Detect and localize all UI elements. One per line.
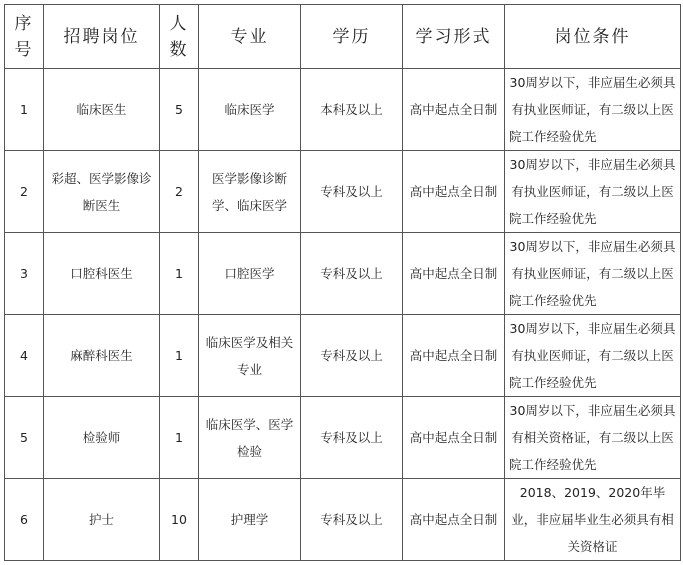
cell-study-mode: 高中起点全日制 xyxy=(403,479,505,561)
cell-study-mode: 高中起点全日制 xyxy=(403,397,505,479)
cell-position: 临床医生 xyxy=(44,69,160,151)
cell-major: 临床医学 xyxy=(199,69,301,151)
cell-position: 彩超、医学影像诊断医生 xyxy=(44,151,160,233)
cell-count: 2 xyxy=(160,151,199,233)
table-row xyxy=(5,397,681,479)
cell-count: 1 xyxy=(160,315,199,397)
cell-position: 检验师 xyxy=(44,397,160,479)
cell-index: 6 xyxy=(5,479,44,561)
header-index: 序号 xyxy=(5,5,44,69)
cell-requirements: 30周岁以下，非应届生必须具有执业医师证，有二级以上医院工作经验优先 xyxy=(505,315,681,397)
table-row xyxy=(5,233,681,315)
cell-education: 专科及以上 xyxy=(301,397,403,479)
header-count: 人数 xyxy=(160,5,199,69)
cell-requirements: 30周岁以下，非应届生必须具有执业医师证，有二级以上医院工作经验优先 xyxy=(505,151,681,233)
cell-study-mode: 高中起点全日制 xyxy=(403,151,505,233)
header-study-mode: 学习形式 xyxy=(403,5,505,69)
cell-study-mode: 高中起点全日制 xyxy=(403,69,505,151)
header-major: 专业 xyxy=(199,5,301,69)
cell-major: 临床医学、医学检验 xyxy=(199,397,301,479)
cell-study-mode: 高中起点全日制 xyxy=(403,315,505,397)
cell-count: 10 xyxy=(160,479,199,561)
cell-requirements: 30周岁以下，非应届生必须具有执业医师证，有二级以上医院工作经验优先 xyxy=(505,233,681,315)
cell-education: 专科及以上 xyxy=(301,315,403,397)
cell-education: 专科及以上 xyxy=(301,233,403,315)
cell-major: 口腔医学 xyxy=(199,233,301,315)
recruitment-table xyxy=(4,4,681,561)
cell-index: 5 xyxy=(5,397,44,479)
table-row xyxy=(5,151,681,233)
cell-major: 临床医学及相关专业 xyxy=(199,315,301,397)
cell-major: 医学影像诊断学、临床医学 xyxy=(199,151,301,233)
cell-education: 本科及以上 xyxy=(301,69,403,151)
cell-study-mode: 高中起点全日制 xyxy=(403,233,505,315)
cell-index: 3 xyxy=(5,233,44,315)
cell-index: 4 xyxy=(5,315,44,397)
cell-position: 护士 xyxy=(44,479,160,561)
header-requirements: 岗位条件 xyxy=(505,5,681,69)
cell-requirements: 30周岁以下，非应届生必须具有执业医师证，有二级以上医院工作经验优先 xyxy=(505,69,681,151)
cell-education: 专科及以上 xyxy=(301,479,403,561)
header-position: 招聘岗位 xyxy=(44,5,160,69)
cell-count: 5 xyxy=(160,69,199,151)
table-row xyxy=(5,479,681,561)
cell-position: 口腔科医生 xyxy=(44,233,160,315)
cell-major: 护理学 xyxy=(199,479,301,561)
cell-index: 1 xyxy=(5,69,44,151)
cell-requirements: 2018、2019、2020年毕业，非应届毕业生必须具有相关资格证 xyxy=(505,479,681,561)
header-education: 学历 xyxy=(301,5,403,69)
cell-education: 专科及以上 xyxy=(301,151,403,233)
cell-index: 2 xyxy=(5,151,44,233)
header-row xyxy=(5,5,681,69)
cell-count: 1 xyxy=(160,233,199,315)
table-row xyxy=(5,69,681,151)
table-row xyxy=(5,315,681,397)
cell-count: 1 xyxy=(160,397,199,479)
cell-requirements: 30周岁以下，非应届生必须具有相关资格证，有二级以上医院工作经验优先 xyxy=(505,397,681,479)
cell-position: 麻醉科医生 xyxy=(44,315,160,397)
